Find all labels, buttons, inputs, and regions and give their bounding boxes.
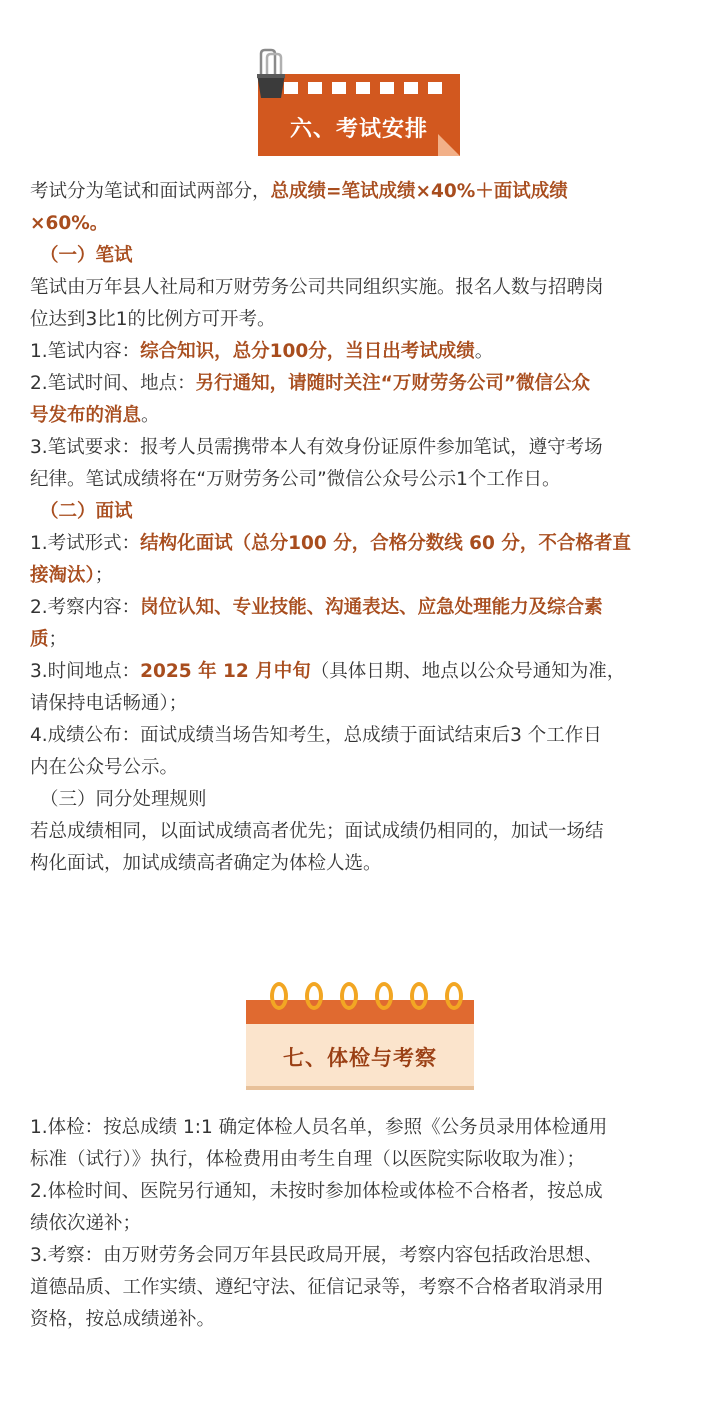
list-item-continued bbox=[30, 624, 692, 656]
score-formula: 总成绩=笔试成绩×40%＋面试成绩 bbox=[270, 181, 568, 202]
paragraph-line: 笔试由万年县人社局和万财劳务公司共同组织实施。报名人数与招聘岗 bbox=[30, 277, 604, 298]
list-item: 4.成绩公布：面试成绩当场告知考生，总成绩于面试结束后3 个工作日 bbox=[30, 725, 602, 746]
item-label: 1.笔试内容： bbox=[30, 341, 141, 362]
item-text: （具体日期、地点以公众号通知为准， bbox=[310, 661, 626, 682]
list-item-continued: 内在公众号公示。 bbox=[30, 757, 179, 778]
list-item bbox=[30, 336, 692, 368]
list-item-continued: 资格，按总成绩递补。 bbox=[30, 1309, 216, 1330]
film-perforation bbox=[332, 82, 346, 94]
paragraph-line: 构化面试，加试成绩高者确定为体检人选。 bbox=[30, 853, 382, 874]
item-label: 3.时间地点： bbox=[30, 661, 141, 682]
list-item bbox=[30, 528, 692, 560]
item-end: 。 bbox=[474, 341, 494, 362]
list-item: 3.笔试要求：报考人员需携带本人有效身份证原件参加笔试，遵守考场 bbox=[30, 437, 603, 458]
list-item-continued bbox=[30, 560, 692, 592]
item-highlight: 结构化面试（总分100 分，合格分数线 60 分，不合格者直 bbox=[140, 533, 631, 554]
list-item: 1.体检：按总成绩 1:1 确定体检人员名单，参照《公务员录用体检通用 bbox=[30, 1117, 608, 1138]
film-perforation bbox=[308, 82, 322, 94]
film-perforation bbox=[404, 82, 418, 94]
item-end: 。 bbox=[141, 405, 160, 426]
list-item-continued: 标准（试行）》执行，体检费用由考生自理（以医院实际收取为准）； bbox=[30, 1149, 586, 1170]
item-highlight: 接淘汰） bbox=[30, 565, 95, 586]
list-item bbox=[30, 656, 692, 688]
list-item: 2.体检时间、医院另行通知，未按时参加体检或体检不合格者，按总成 bbox=[30, 1181, 603, 1202]
list-item bbox=[30, 368, 692, 400]
section-7-title: 七、体检与考察 bbox=[283, 1046, 437, 1070]
paragraph-line: 位达到3比1的比例方可开考。 bbox=[30, 309, 276, 330]
page-fold-corner bbox=[438, 134, 460, 156]
calendar-ring-icon bbox=[375, 982, 393, 1010]
item-highlight: 另行通知，请随时关注“万财劳务公司”微信公众 bbox=[195, 373, 590, 394]
interview-heading: （二）面试 bbox=[40, 501, 133, 522]
tie-heading-line bbox=[30, 784, 692, 816]
calendar-ring-icon bbox=[270, 982, 288, 1010]
tie-heading: （三）同分处理规则 bbox=[40, 789, 207, 810]
binder-clip-icon bbox=[253, 48, 289, 100]
film-perforation bbox=[356, 82, 370, 94]
item-highlight: 综合知识，总分100分，当日出考试成绩 bbox=[140, 341, 475, 362]
film-perforation bbox=[380, 82, 394, 94]
list-item-continued: 绩依次递补； bbox=[30, 1213, 142, 1234]
item-end: ； bbox=[94, 565, 114, 586]
item-highlight: 质 bbox=[30, 629, 49, 650]
intro-line bbox=[30, 176, 692, 208]
list-item: 3.考察：由万财劳务会同万年县民政局开展，考察内容包括政治思想、 bbox=[30, 1245, 603, 1266]
list-item-continued: 纪律。笔试成绩将在“万财劳务公司”微信公众号公示1个工作日。 bbox=[30, 469, 561, 490]
list-item-continued: 请保持电话畅通）； bbox=[30, 693, 188, 714]
item-highlight: 号发布的消息 bbox=[30, 405, 142, 426]
item-label: 1.考试形式： bbox=[30, 533, 141, 554]
calendar-ring-icon bbox=[305, 982, 323, 1010]
written-heading: （一）笔试 bbox=[40, 245, 133, 266]
section-6-body bbox=[30, 176, 692, 880]
item-label: 2.考察内容： bbox=[30, 597, 141, 618]
section-7-body bbox=[30, 1112, 692, 1336]
written-heading-line bbox=[30, 240, 692, 272]
item-label: 2.笔试时间、地点： bbox=[30, 373, 196, 394]
calendar-ring-icon bbox=[340, 982, 358, 1010]
section-6-title: 六、考试安排 bbox=[289, 117, 428, 142]
intro-text: 考试分为笔试和面试两部分， bbox=[30, 181, 271, 202]
item-highlight: 2025 年 12 月中旬 bbox=[140, 661, 311, 682]
list-item bbox=[30, 592, 692, 624]
section-7-header-badge bbox=[246, 980, 474, 1090]
paragraph-line: 若总成绩相同，以面试成绩高者优先；面试成绩仍相同的，加试一场结 bbox=[30, 821, 604, 842]
list-item-continued: 道德品质、工作实绩、遵纪守法、征信记录等，考察不合格者取消录用 bbox=[30, 1277, 604, 1298]
item-highlight: 岗位认知、专业技能、沟通表达、应急处理能力及综合素 bbox=[140, 597, 603, 618]
calendar-ring-icon bbox=[410, 982, 428, 1010]
intro-line-2 bbox=[30, 208, 692, 240]
calendar-ring-icon bbox=[445, 982, 463, 1010]
list-item-continued bbox=[30, 400, 692, 432]
item-end: ； bbox=[48, 629, 68, 650]
film-perforation bbox=[428, 82, 442, 94]
score-formula-end: ×60%。 bbox=[30, 213, 109, 234]
interview-heading-line bbox=[30, 496, 692, 528]
